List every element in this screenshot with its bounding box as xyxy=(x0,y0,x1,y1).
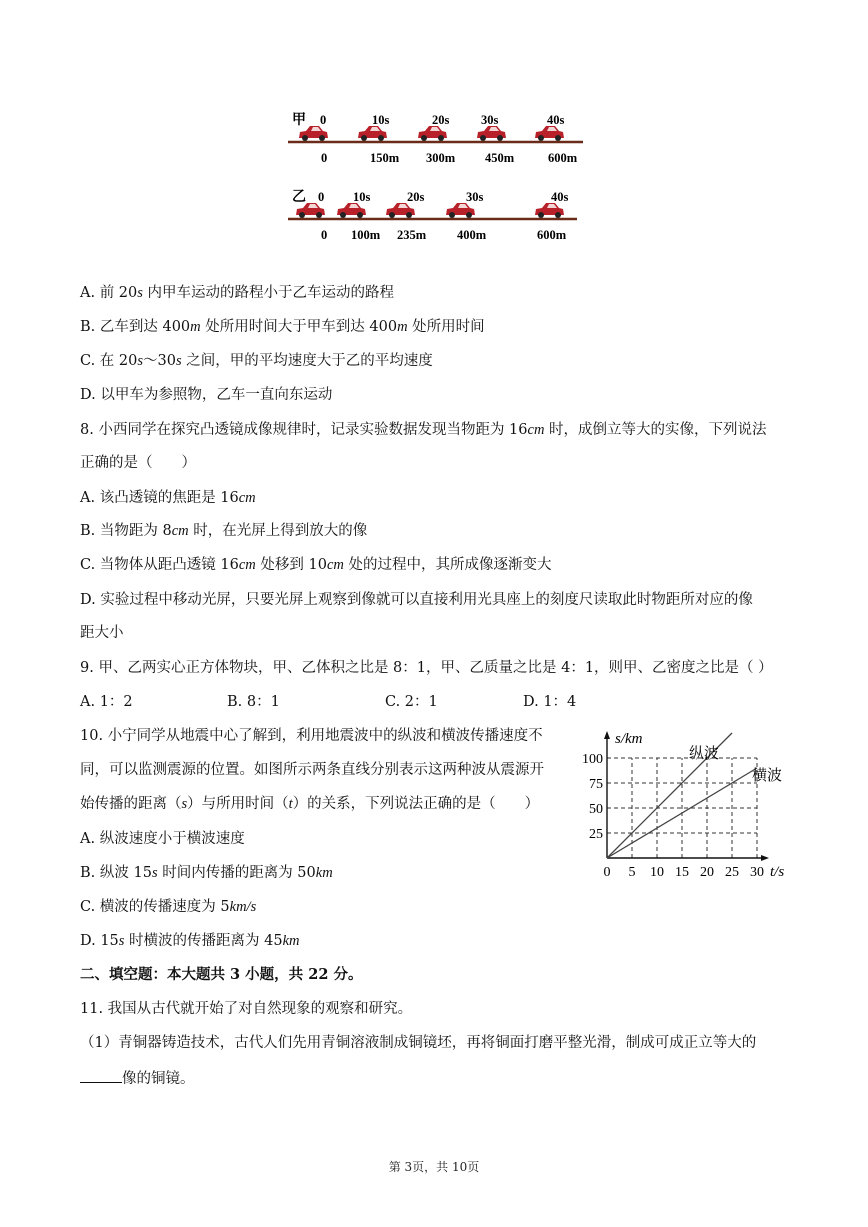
q8-stem-line2: 正确的是（ ） xyxy=(80,455,196,471)
answer-blank[interactable] xyxy=(80,1068,122,1083)
text-seg: A. 前 20 xyxy=(80,285,138,301)
row1-dist-150: 150m xyxy=(370,151,400,165)
text-seg: 像的铜镜。 xyxy=(122,1071,195,1087)
row2-time-40: 40s xyxy=(551,190,569,204)
q10-option-a: A. 纵波速度小于横波速度 xyxy=(80,831,245,847)
q11-stem: 11. 我国从古代就开始了对自然现象的观察和研究。 xyxy=(80,1001,413,1017)
car-icon xyxy=(358,126,387,141)
unit: s xyxy=(137,353,144,369)
text-seg: A. 该凸透镜的焦距是 16 xyxy=(80,490,239,506)
text-seg: C. 横波的传播速度为 5 xyxy=(80,899,230,915)
text-seg: 处所用时间 xyxy=(407,319,485,335)
x-tick-label: 15 xyxy=(675,865,689,880)
unit: km xyxy=(315,865,333,881)
text-seg: 始传播的距离（ xyxy=(80,796,182,812)
car-icon xyxy=(535,203,564,218)
text-seg: 内甲车运动的路程小于乙车运动的路程 xyxy=(142,285,395,301)
unit: cm xyxy=(238,557,256,573)
text-seg: B. 当物距为 8 xyxy=(80,523,172,539)
q10-stem-line3 xyxy=(80,794,539,814)
row2-time-0: 0 xyxy=(318,190,325,204)
unit: s xyxy=(118,933,125,949)
car-icon xyxy=(386,203,415,218)
q10-option-c xyxy=(80,897,256,917)
q9-option-b: B. 8：1 xyxy=(227,694,280,710)
row2-time-20: 20s xyxy=(407,190,425,204)
row1-time-30: 30s xyxy=(481,113,499,127)
q9-option-a: A. 1：2 xyxy=(80,694,133,710)
text-seg: ）的关系，下列说法正确的是（ ） xyxy=(292,796,540,812)
q8-option-c xyxy=(80,555,551,575)
row1-dist-450: 450m xyxy=(485,151,515,165)
unit: cm xyxy=(527,422,545,438)
y-tick-label: 100 xyxy=(582,752,603,767)
series-label-longitudinal: 纵波 xyxy=(689,746,720,762)
page-footer: 第 3页，共 10页 xyxy=(388,1160,480,1174)
row1-dist-300: 300m xyxy=(426,151,456,165)
q8-option-d-line2: 距大小 xyxy=(80,625,124,641)
text-seg: 8. 小西同学在探究凸透镜成像规律时，记录实验数据发现当物距为 16 xyxy=(80,422,528,438)
text-seg: ～30 xyxy=(143,353,176,369)
q10-stem-line2: 同，可以监测震源的位置。如图所示两条直线分别表示这两种波从震源开 xyxy=(80,762,544,778)
row2-dist-235: 235m xyxy=(397,228,427,242)
text-seg: 时横波的传播距离为 45 xyxy=(124,933,283,949)
x-tick-label: 25 xyxy=(725,865,739,880)
unit: cm xyxy=(171,523,189,539)
car-icon xyxy=(296,203,325,218)
text-seg: 处移到 10 xyxy=(255,557,327,573)
unit: s xyxy=(137,285,143,301)
text-seg: 时间内传播的距离为 50 xyxy=(157,865,316,881)
q11-part1-line2 xyxy=(80,1068,195,1089)
text-seg: D. 15 xyxy=(80,933,119,949)
car-icon xyxy=(299,126,328,141)
row2-time-10: 10s xyxy=(353,190,371,204)
q10-option-d xyxy=(80,931,300,951)
q8-option-d-line1: D. 实验过程中移动光屏，只要光屏上观察到像就可以直接利用光具座上的刻度尺读取此时物距所对应的像 xyxy=(80,592,753,608)
q10-stem-line1: 10. 小宁同学从地震中心了解到，利用地震波中的纵波和横波传播速度不 xyxy=(80,728,543,744)
text-seg: C. 当物体从距凸透镜 16 xyxy=(80,557,239,573)
series-label-transverse: 横波 xyxy=(752,768,783,784)
car-icon xyxy=(535,126,564,141)
q7-option-c xyxy=(80,351,433,371)
text-seg: C. 在 20 xyxy=(80,353,138,369)
series-line-transverse xyxy=(607,768,757,858)
car-icon xyxy=(477,126,506,141)
text-seg: 处所用时间大于甲车到达 400 xyxy=(200,319,398,335)
text-seg: 处的过程中，其所成像逐渐变大 xyxy=(343,557,552,573)
q9-stem: 9. 甲、乙两实心正方体物块，甲、乙体积之比是 8：1，甲、乙质量之比是 4：1，则甲、乙密度之比是（ ） xyxy=(80,660,773,676)
q9-options xyxy=(80,692,600,712)
x-tick-label: 5 xyxy=(628,865,636,880)
text-seg: 之间，甲的平均速度大于乙的平均速度 xyxy=(181,353,433,369)
x-axis-label: t/s xyxy=(770,864,785,880)
unit: km/s xyxy=(229,899,257,915)
y-tick-label: 50 xyxy=(589,802,603,817)
q7-option-a xyxy=(80,283,394,303)
text-seg: 时，成倒立等大的实像，下列说法 xyxy=(544,422,767,438)
section-heading: 二、填空题：本大题共 3 小题，共 22 分。 xyxy=(80,966,363,983)
unit: cm xyxy=(238,490,256,506)
row1-dist-600: 600m xyxy=(548,151,578,165)
q9-option-c: C. 2：1 xyxy=(385,694,438,710)
row1-time-20: 20s xyxy=(432,113,450,127)
unit: m xyxy=(190,319,201,335)
x-tick-label: 10 xyxy=(650,865,664,880)
x-axis-arrow xyxy=(761,855,769,861)
x-tick-label: 0 xyxy=(603,865,611,880)
y-tick-label: 75 xyxy=(589,777,603,792)
q9-option-d: D. 1：4 xyxy=(523,694,577,710)
row2-dist-0: 0 xyxy=(321,228,328,242)
row2-dist-600: 600m xyxy=(537,228,567,242)
car-icon xyxy=(418,126,447,141)
unit: s xyxy=(151,865,158,881)
var: s xyxy=(181,796,188,812)
y-tick-label: 25 xyxy=(589,827,603,842)
row2-dist-400: 400m xyxy=(457,228,487,242)
unit: km xyxy=(282,933,300,949)
cars-figure xyxy=(0,95,868,345)
text-seg: 时，在光屏上得到放大的像 xyxy=(188,523,368,539)
unit: cm xyxy=(326,557,344,573)
row2-label: 乙 xyxy=(292,190,306,205)
row2-cars xyxy=(296,203,564,218)
var: t xyxy=(288,796,293,812)
q11-part1-line1: （1）青铜器铸造技术，古代人们先用青铜溶液制成铜镜坯，再将铜面打磨平整光滑，制成可成正立等大的 xyxy=(80,1035,757,1051)
row2-time-30: 30s xyxy=(466,190,484,204)
car-icon xyxy=(446,203,475,218)
x-tick-label: 30 xyxy=(750,865,764,880)
text-seg: B. 纵波 15 xyxy=(80,865,152,881)
q7-option-b xyxy=(80,317,485,337)
q7-option-d: D. 以甲车为参照物，乙车一直向东运动 xyxy=(80,387,333,403)
seismic-wave-chart xyxy=(582,725,795,885)
row1-label: 甲 xyxy=(292,113,306,128)
car-icon xyxy=(337,203,366,218)
row1-dist-0: 0 xyxy=(321,151,328,165)
y-axis-arrow xyxy=(604,731,610,739)
text-seg: ）与所用时间（ xyxy=(187,796,289,812)
row1-cars xyxy=(299,126,564,141)
row1-time-40: 40s xyxy=(547,113,565,127)
text-seg: B. 乙车到达 400 xyxy=(80,319,191,335)
row1-time-0: 0 xyxy=(320,113,327,127)
q8-option-a xyxy=(80,488,256,508)
q10-option-b xyxy=(80,863,333,883)
unit: s xyxy=(175,353,182,369)
q8-option-b xyxy=(80,521,367,541)
x-tick-label: 20 xyxy=(700,865,714,880)
unit: m xyxy=(397,319,408,335)
y-axis-label: s/km xyxy=(615,731,643,747)
q8-stem-line1 xyxy=(80,420,767,440)
row2-dist-100: 100m xyxy=(351,228,381,242)
row1-time-10: 10s xyxy=(372,113,390,127)
